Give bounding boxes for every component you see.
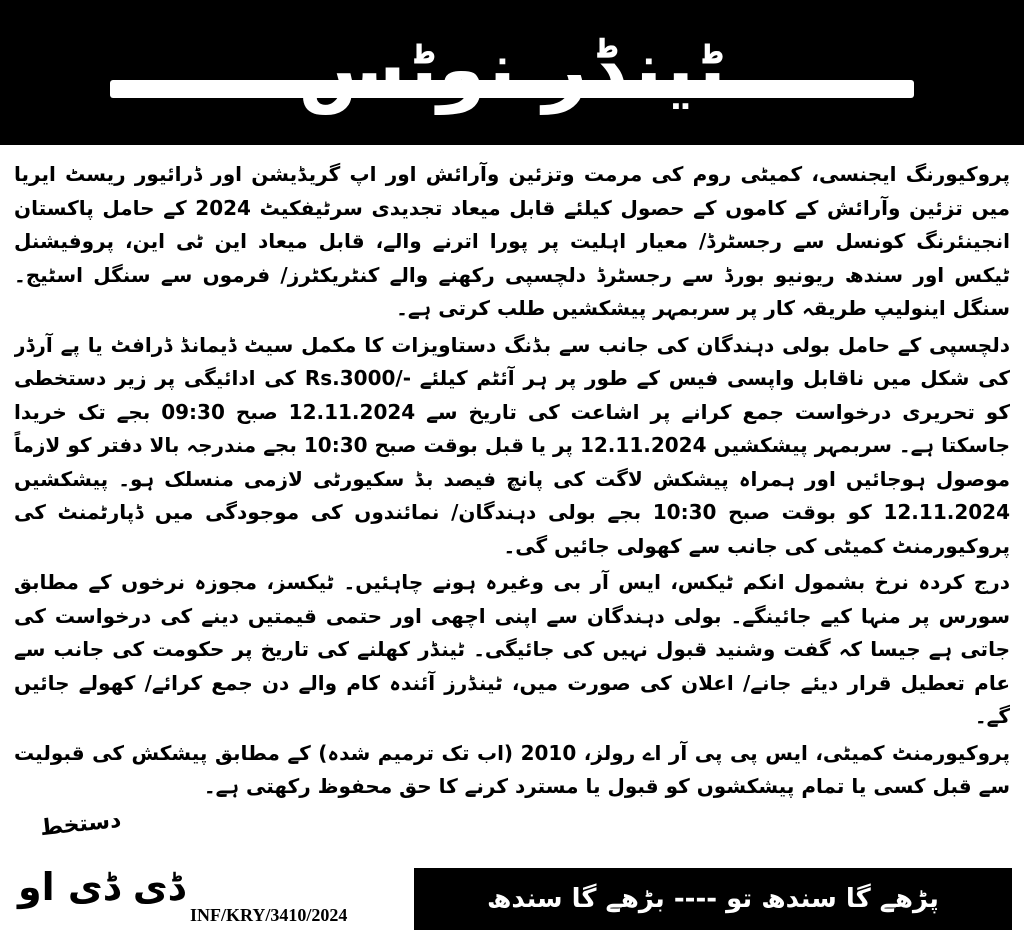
header-title-block (102, 0, 922, 145)
slogan-banner (414, 868, 1012, 930)
slogan-text: پڑھے گا سندھ تو ---- بڑھے گا سندھ (487, 884, 939, 914)
reference-number: INF/KRY/3410/2024 (190, 905, 348, 925)
paragraph-rates-taxes: درج کردہ نرخ بشمول انکم ٹیکس، ایس آر بی وغیرہ ہونے چاہئیں۔ ٹیکسز، مجوزہ نرخوں کے مطابق سورس پر منہا کیے جائینگے۔ بولی دہندگان سے اپنی اچھی اور حتمی قیمتیں دینے کی درخواست کی جاتی ہے جیسا کہ گفت وشنید قبول نہیں کی جائیگی۔ ٹینڈر کھلنے کی تاریخ پر حکومت کی جانب سے عام تعطیل قرار دیئے جانے/ اعلان کی صورت میں، ٹینڈرز آئندہ کام والے دن جمع کرائے/ کھولے جائیں گے۔ (14, 570, 1010, 728)
paragraph-invitation: پروکیورنگ ایجنسی، کمیٹی روم کی مرمت وتزئین وآرائش اور اپ گریڈیشن اور ڈرائیور ریسٹ ایریا میں تزئین وآرائش کے کاموں کے حصول کیلئے قابل میعاد تجدیدی سرٹیفکیٹ 2024 کے حامل پاکستان انجینئرنگ کونسل سے رجسٹرڈ/ معیار اہلیت پر پورا اترنے والے، قابل میعاد این ٹی این، پروفیشنل ٹیکس اور سندھ ریونیو بورڈ سے رجسٹرڈ دلچسپی رکھنے والے کنٹریکٹرز/ فرموں سے سنگل اسٹیج۔ سنگل اینولیپ طریقہ کار پر سربمہر پیشکشیں طلب کرتی ہے۔ (14, 162, 1010, 320)
paragraph-bidding-documents: دلچسپی کے حامل بولی دہندگان کی جانب سے بڈنگ دستاویزات کا مکمل سیٹ ڈیمانڈ ڈرافٹ یا پے آرڈر کی شکل میں ناقابل واپسی فیس کے طور پر ہر آئٹم کیلئے -/Rs.3000 کی ادائیگی پر زیر دستخطی کو تحریری درخواست جمع کرانے پر اشاعت کی تاریخ سے 12.11.2024 صبح 09:30 بجے تک خریدا جاسکتا ہے۔ سربمہر پیشکشیں 12.11.2024 پر یا قبل بوقت صبح 10:30 بجے مندرجہ بالا دفتر کو لازماً موصول ہوجائیں اور ہمراہ پیشکش لاگت کی پانچ فیصد بڈ سکیورٹی لازمی منسلک ہو۔ پیشکشیں 12.11.2024 کو بوقت صبح 10:30 بجے بولی دہندگان/ نمائندوں کی موجودگی میں ڈپارٹمنٹ کی پروکیورمنٹ کمیٹی کی جانب سے کھولی جائیں گی۔ (14, 332, 1010, 558)
paragraph-rights-reserved: پروکیورمنٹ کمیٹی، ایس پی پی آر اے رولز، 2010 (اب تک ترمیم شدہ) کے مطابق پیشکش کی قبولیت سے قبل کسی یا تمام پیشکشوں کو قبول یا مسترد کرنے کا حق محفوظ رکھتی ہے۔ (14, 740, 1010, 798)
notice-body (14, 158, 1010, 858)
signature: دستخط (38, 807, 123, 842)
page-title: ٹینڈر نوٹس (298, 25, 726, 115)
issuing-office: ڈی ڈی او (18, 865, 185, 909)
header-banner (0, 0, 1024, 145)
